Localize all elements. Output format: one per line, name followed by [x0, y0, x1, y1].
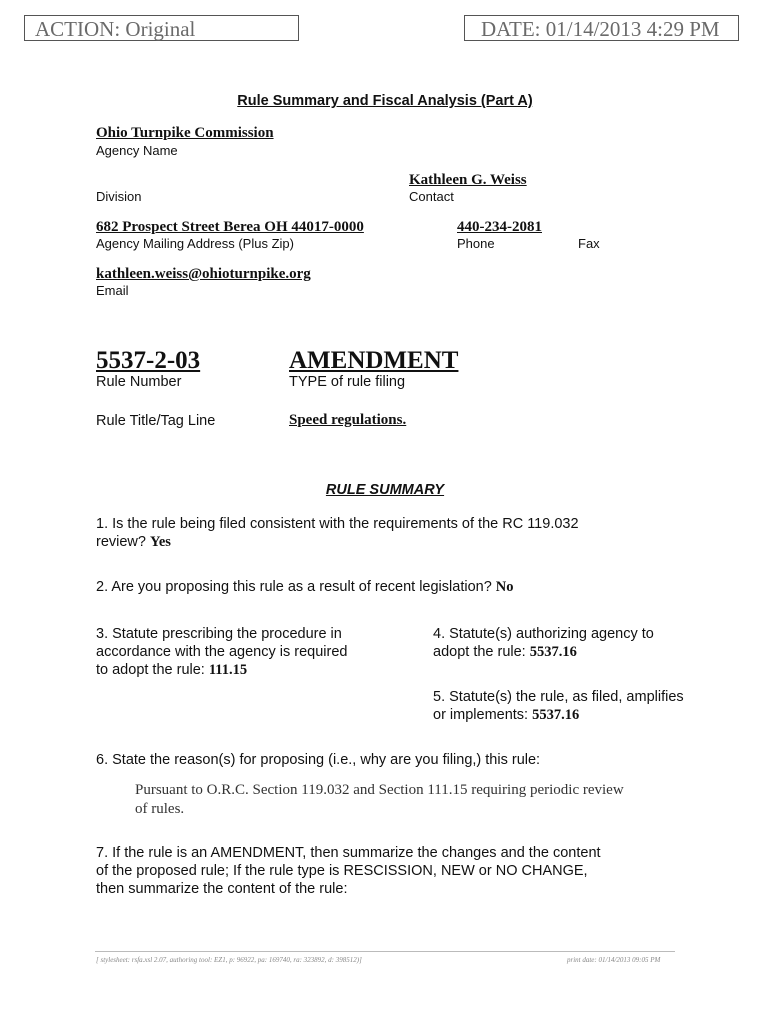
question-5-line2 — [433, 706, 684, 724]
phone-label: Phone — [457, 236, 495, 251]
question-4-line2 — [433, 643, 654, 661]
question-3-answer: 111.15 — [208, 662, 248, 678]
question-3 — [96, 625, 347, 679]
question-3-line3 — [96, 661, 347, 679]
question-7-line1: 7. If the rule is an AMENDMENT, then summarize the changes and the content — [96, 845, 601, 861]
rule-summary-heading: RULE SUMMARY — [325, 482, 445, 498]
rule-title-label: Rule Title/Tag Line — [96, 413, 216, 429]
question-2-text: 2. Are you proposing this rule as a result of recent legislation? — [96, 579, 492, 595]
footer-divider — [95, 951, 675, 952]
division-label: Division — [96, 189, 142, 204]
email-label: Email — [96, 283, 129, 298]
question-5 — [433, 688, 684, 724]
question-7-line3: then summarize the content of the rule: — [96, 881, 348, 897]
question-1-line2 — [96, 533, 579, 551]
rule-type: AMENDMENT — [289, 347, 459, 374]
question-4 — [433, 625, 654, 661]
address-label: Agency Mailing Address (Plus Zip) — [96, 236, 294, 251]
rule-type-label: TYPE of rule filing — [289, 374, 406, 390]
question-5-answer: 5537.16 — [532, 707, 580, 723]
question-5-line1: 5. Statute(s) the rule, as filed, amplifies — [433, 689, 684, 705]
question-1-text: review? — [96, 534, 146, 550]
rule-number: 5537-2-03 — [96, 347, 201, 374]
action-text: ACTION: Original — [35, 17, 196, 41]
question-1-answer: Yes — [150, 534, 171, 550]
rule-title: Speed regulations. — [289, 412, 407, 428]
question-6-answer — [135, 781, 624, 819]
action-box — [24, 15, 299, 41]
question-4-answer: 5537.16 — [529, 644, 577, 660]
question-6: 6. State the reason(s) for proposing (i.e., why are you filing,) this rule: — [96, 752, 541, 768]
contact-label: Contact — [409, 189, 454, 204]
agency-name-label: Agency Name — [96, 143, 178, 158]
date-text: DATE: 01/14/2013 4:29 PM — [481, 17, 720, 41]
mailing-address: 682 Prospect Street Berea OH 44017-0000 — [96, 219, 364, 235]
phone-number: 440-234-2081 — [457, 219, 542, 235]
question-5-text: or implements: — [433, 707, 529, 723]
email-address: kathleen.weiss@ohioturnpike.org — [96, 266, 311, 282]
contact-name: Kathleen G. Weiss — [409, 172, 527, 188]
date-box — [464, 15, 739, 41]
question-1 — [96, 515, 579, 551]
rule-number-label: Rule Number — [96, 374, 182, 390]
question-6-answer-line1: Pursuant to O.R.C. Section 119.032 and Section 111.15 requiring periodic review — [135, 782, 624, 798]
question-2 — [96, 578, 514, 596]
agency-name: Ohio Turnpike Commission — [96, 125, 274, 141]
question-3-line2: accordance with the agency is required — [96, 644, 348, 660]
footer-print-date: print date: 01/14/2013 09:05 PM — [567, 956, 661, 964]
question-6-answer-line2: of rules. — [135, 801, 185, 817]
fax-label: Fax — [578, 236, 600, 251]
page-title: Rule Summary and Fiscal Analysis (Part A) — [237, 93, 533, 109]
question-7 — [96, 844, 601, 898]
question-4-text: adopt the rule: — [433, 644, 526, 660]
question-4-line1: 4. Statute(s) authorizing agency to — [433, 626, 654, 642]
question-7-line2: of the proposed rule; If the rule type is RESCISSION, NEW or NO CHANGE, — [96, 863, 588, 879]
question-2-answer: No — [495, 579, 514, 595]
footer-stylesheet-info: [ stylesheet: rsfa.xsl 2.07, authoring tool: EZ1, p: 96922, pa: 169740, ra: 323892, d: 398512)] — [96, 956, 362, 964]
question-3-text: to adopt the rule: — [96, 662, 205, 678]
question-1-line1: 1. Is the rule being filed consistent with the requirements of the RC 119.032 — [96, 516, 579, 532]
question-3-line1: 3. Statute prescribing the procedure in — [96, 626, 342, 642]
